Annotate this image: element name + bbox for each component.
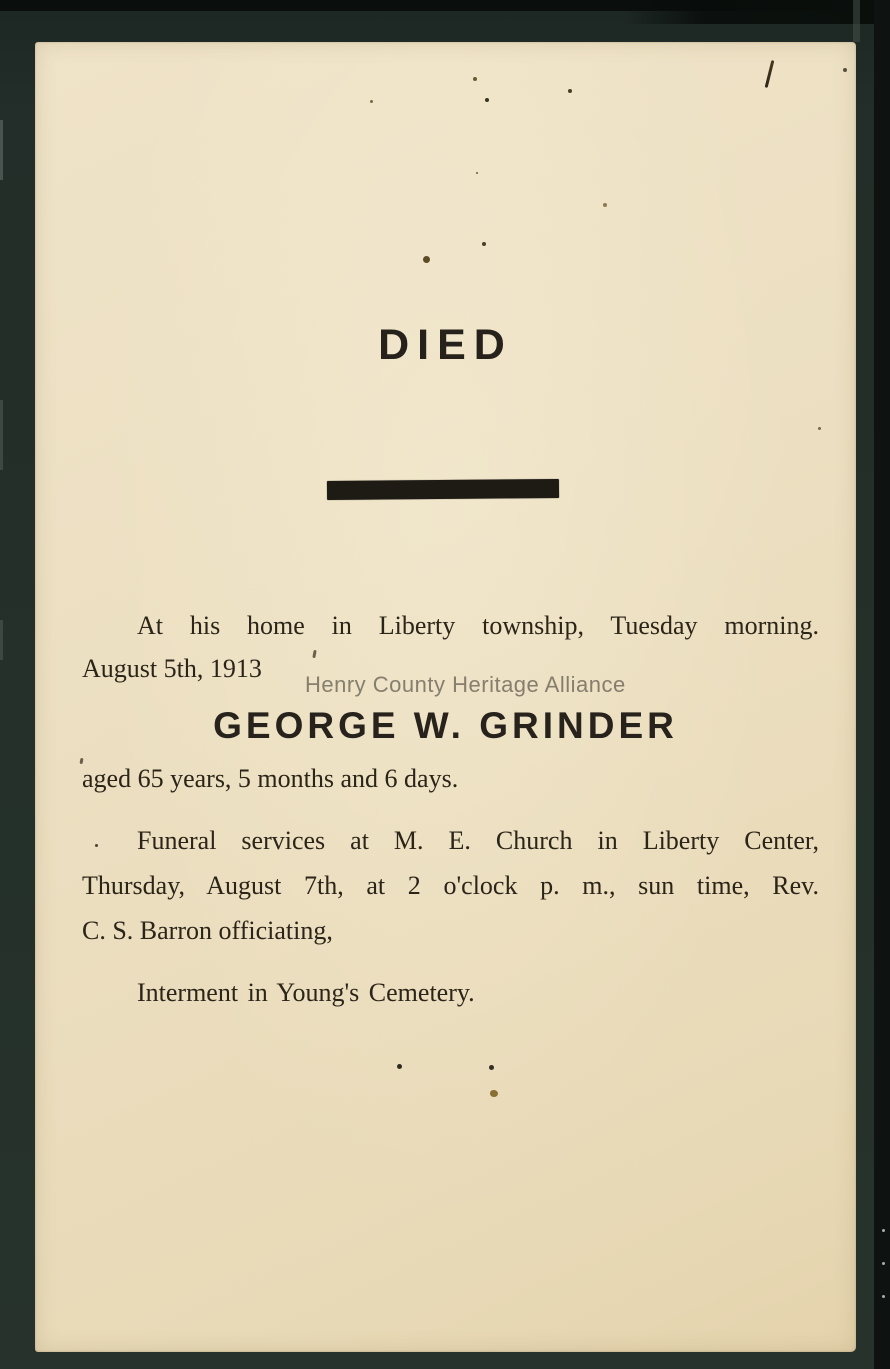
foxing-spot (370, 100, 373, 103)
announcement-line-1: At his home in Liberty township, Tuesday morning. (137, 611, 819, 640)
funeral-line-1: Funeral services at M. E. Church in Liberty Center, (137, 826, 819, 855)
scan-border-right (874, 0, 890, 1369)
ink-dot (397, 1064, 402, 1069)
deceased-name: GEORGE W. GRINDER (213, 705, 678, 746)
memorial-card (35, 42, 856, 1352)
foxing-spot (485, 98, 489, 102)
scan-edge-notch (853, 0, 860, 42)
foxing-spot (843, 68, 847, 72)
ink-dot (95, 844, 98, 847)
foxing-spot (568, 89, 572, 93)
foxing-spot (818, 427, 821, 430)
died-heading: DIED (378, 321, 513, 369)
foxing-spot (482, 242, 486, 246)
foxing-spot (490, 1090, 498, 1097)
scan-edge-streak (0, 400, 3, 470)
divider-bar (327, 479, 559, 500)
foxing-spot (603, 203, 607, 207)
pen-mark (765, 60, 775, 88)
scan-edge-streak (0, 120, 3, 180)
funeral-line-2: Thursday, August 7th, at 2 o'clock p. m., sun time, Rev. (82, 871, 819, 900)
foxing-spot (473, 77, 477, 81)
funeral-line-3: C. S. Barron officiating, (82, 916, 333, 945)
ink-dot (489, 1065, 494, 1070)
announcement-line-2: August 5th, 1913 (82, 654, 262, 683)
scan-dust-dot (882, 1295, 885, 1298)
age-line: aged 65 years, 5 months and 6 days. (82, 764, 459, 793)
scan-dust-dot (882, 1262, 885, 1265)
foxing-spot (476, 172, 478, 174)
scan-border-top-right (625, 0, 890, 24)
watermark-text: Henry County Heritage Alliance (305, 672, 626, 697)
scan-dust-dot (882, 1229, 885, 1232)
scan-edge-streak (0, 620, 3, 660)
interment-line: Interment in Young's Cemetery. (137, 978, 475, 1007)
foxing-spot (423, 256, 430, 263)
